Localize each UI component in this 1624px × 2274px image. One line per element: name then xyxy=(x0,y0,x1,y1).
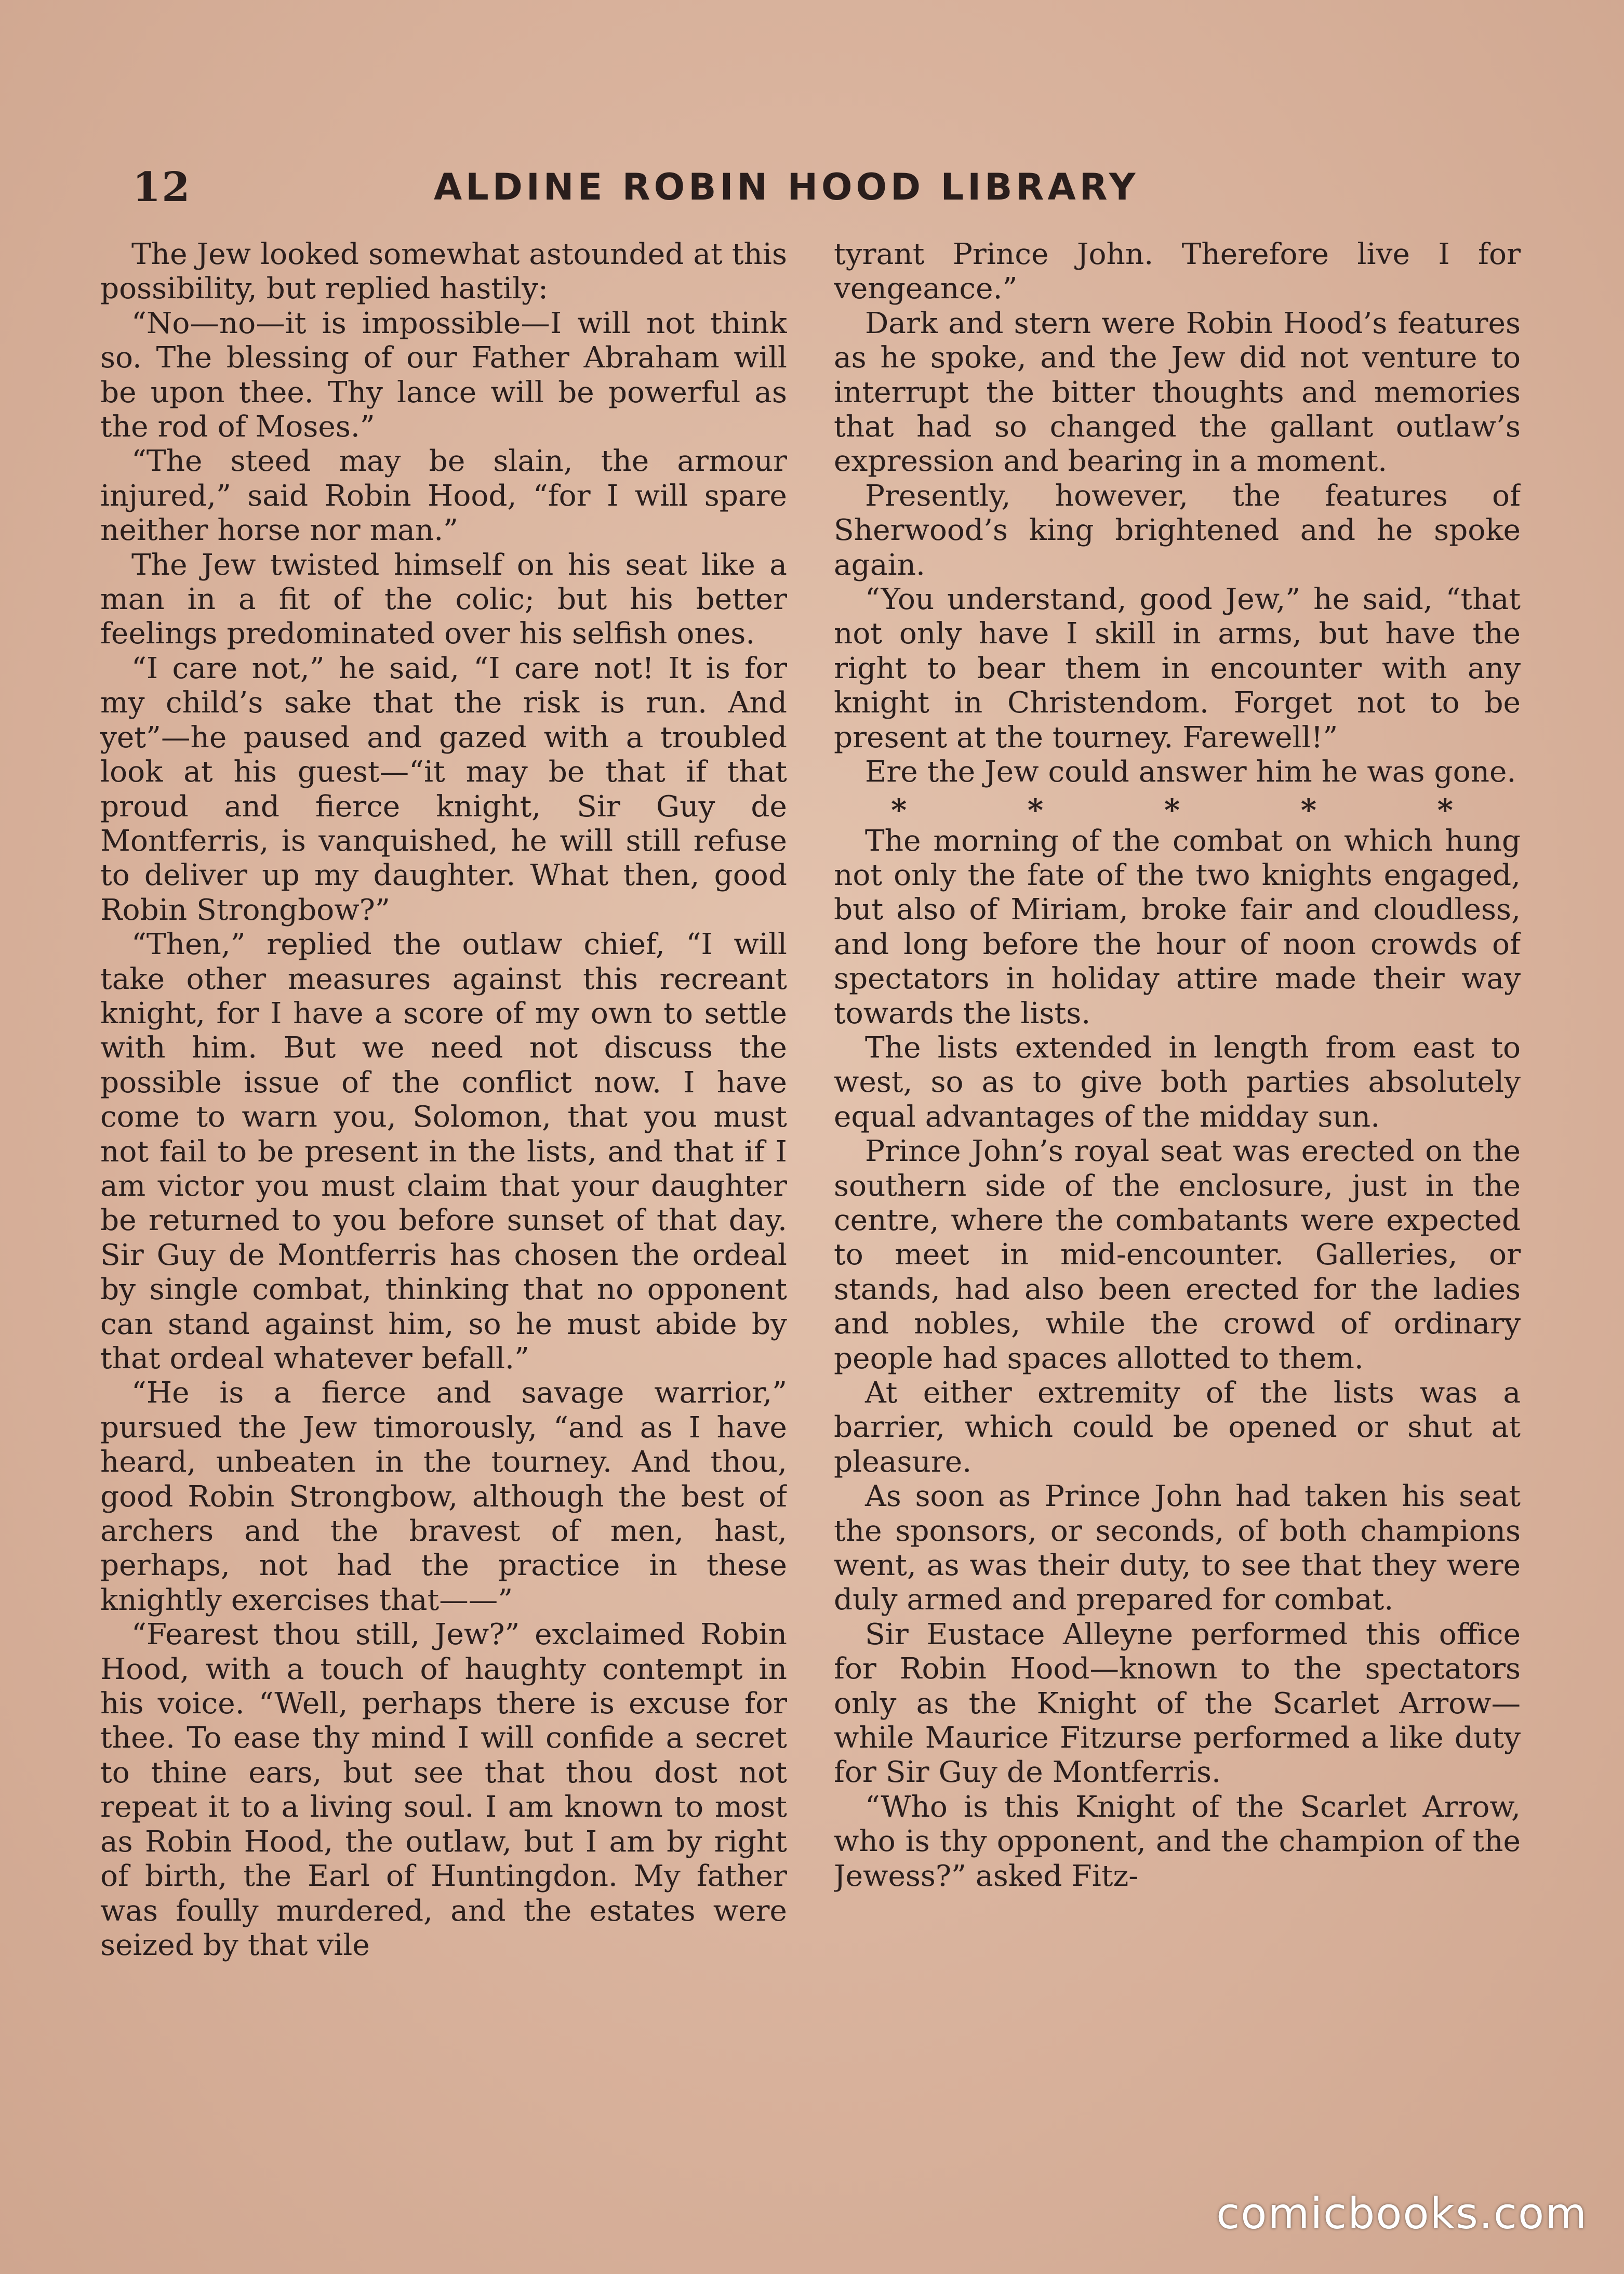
paragraph: “No—no—it is impossible—I will not think so. The blessing of our Father Abraham will be upon thee. Thy lance will be powerful as the rod of Moses.” xyxy=(100,306,787,444)
section-break xyxy=(834,790,1521,828)
continued-paragraph: tyrant Prince John. Therefore live I for vengeance.” xyxy=(834,237,1521,306)
paragraph: “Who is this Knight of the Scarlet Arrow, who is thy opponent, and the champion of the Jewess?” asked Fitz- xyxy=(834,1790,1521,1893)
paragraph: Prince John’s royal seat was erected on the southern side of the enclosure, just in the centre, where the combatants were expected to meet in mid-encounter. Galleries, or stands, had also been erected for the ladies and nobles, while the crowd of ordinary people had spaces allotted to them. xyxy=(834,1134,1521,1376)
paragraph: “He is a fierce and savage warrior,” pursued the Jew timorously, “and as I have heard, unbeaten in the tourney. And thou, good Robin Strongbow, although the best of archers and the bravest of men, hast, perhaps, not had the practice in these knightly exercises that——” xyxy=(100,1376,787,1617)
paragraph: The Jew twisted himself on his seat like a man in a fit of the colic; but his better feelings predominated over his selfish ones. xyxy=(100,548,787,651)
watermark: comicbooks.com xyxy=(1216,2189,1588,2239)
paragraph: “You understand, good Jew,” he said, “that not only have I skill in arms, but have the right to bear them in encounter with any knight in Christendom. Forget not to be present at the tourney. Farewell!” xyxy=(834,583,1521,755)
left-column xyxy=(100,237,787,2207)
paragraph: As soon as Prince John had taken his seat the sponsors, or seconds, of both champions went, as was their duty, to see that they were duly armed and prepared for combat. xyxy=(834,1479,1521,1617)
asterisk: * xyxy=(1437,792,1453,828)
asterisk: * xyxy=(891,792,907,828)
paragraph: The lists extended in length from east to west, so as to give both parties absolutely equal advantages of the midday sun. xyxy=(834,1030,1521,1134)
paragraph: Dark and stern were Robin Hood’s features as he spoke, and the Jew did not venture to interrupt the bitter thoughts and memories that had so changed the gallant outlaw’s expression and bearing in a moment. xyxy=(834,306,1521,479)
asterisk: * xyxy=(1300,792,1317,828)
paragraph: Ere the Jew could answer him he was gone. xyxy=(865,755,1516,789)
right-column xyxy=(834,237,1521,2207)
paragraph: “The steed may be slain, the armour injured,” said Robin Hood, “for I will spare neither horse nor man.” xyxy=(100,444,787,548)
page-header xyxy=(132,164,1514,221)
page-number: 12 xyxy=(132,164,191,211)
paragraph: Sir Eustace Alleyne performed this office for Robin Hood—known to the spectators only as the Knight of the Scarlet Arrow—while Maurice Fitzurse performed a like duty for Sir Guy de Montferris. xyxy=(834,1617,1521,1790)
paragraph: Presently, however, the features of Sherwood’s king brightened and he spoke again. xyxy=(834,479,1521,582)
paragraph: The morning of the combat on which hung not only the fate of the two knights engaged, but also of Miriam, broke fair and cloudless, and long before the hour of noon crowds of spectators in holiday attire made their way towards the lists. xyxy=(834,824,1521,1030)
paragraph: “Then,” replied the outlaw chief, “I will take other measures against this recreant knight, for I have a score of my own to settle with him. But we need not discuss the possible issue of the conflict now. I have come to warn you, Solomon, that you must not fail to be present in the lists, and that if I am victor you must claim that your daughter be returned to you before sunset of that day. Sir Guy de Montferris has chosen the ordeal by single combat, thinking that no opponent can stand against him, so he must abide by that ordeal whatever befall.” xyxy=(100,928,787,1376)
asterisk: * xyxy=(1027,792,1044,828)
paragraph: The Jew looked somewhat astounded at this possibility, but replied hastily: xyxy=(100,237,787,306)
paragraph: At either extremity of the lists was a barrier, which could be opened or shut at pleasure. xyxy=(834,1376,1521,1479)
running-title: ALDINE ROBIN HOOD LIBRARY xyxy=(434,166,1139,208)
asterisk: * xyxy=(1164,792,1180,828)
paragraph: “Fearest thou still, Jew?” exclaimed Robin Hood, with a touch of haughty contempt in his voice. “Well, perhaps there is excuse for thee. To ease thy mind I will confide a secret to thine ears, but see that thou dost not repeat it to a living soul. I am known to most as Robin Hood, the outlaw, but I am by right of birth, the Earl of Huntingdon. My father was foully murdered, and the estates were seized by that vile xyxy=(100,1618,787,1962)
paragraph: “I care not,” he said, “I care not! It is for my child’s sake that the risk is run. And yet”—he paused and gazed with a troubled look at his guest—“it may be that if that proud and fierce knight, Sir Guy de Montferris, is vanquished, he will still refuse to deliver up my daughter. What then, good Robin Strongbow?” xyxy=(100,651,787,927)
